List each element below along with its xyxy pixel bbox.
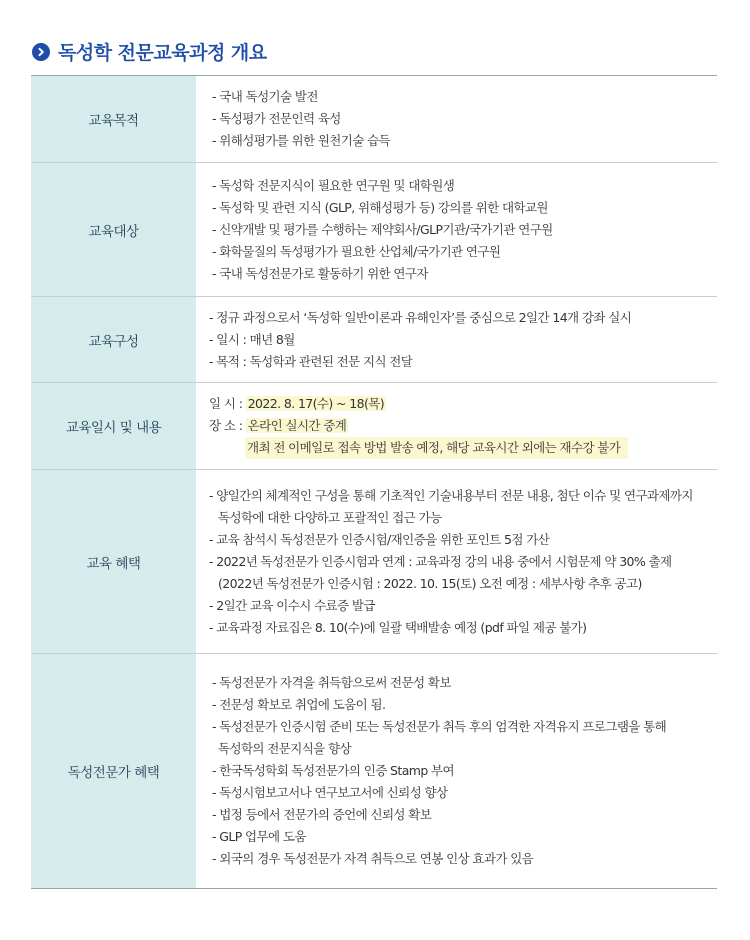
list-item: - 목적 : 독성학과 관련된 전문 지식 전달 bbox=[209, 353, 413, 369]
list-item: - 독성전문가 자격을 취득함으로써 전문성 확보 bbox=[212, 675, 451, 690]
row-composition bbox=[31, 297, 717, 383]
chevron-right-circle-icon bbox=[32, 43, 50, 61]
list-item: - 국내 독성전문가로 활동하기 위한 연구자 bbox=[212, 265, 428, 281]
list-item: (2022년 독성전문가 인증시험 : 2022. 10. 15(토) 오전 예정 : 세부사항 추후 공고) bbox=[218, 575, 642, 591]
page-title: 독성학 전문교육과정 개요 bbox=[58, 42, 267, 64]
list-item: - 2022년 독성전문가 인증시험과 연계 : 교육과정 강의 내용 중에서 시험문제 약 30% 출제 bbox=[209, 553, 672, 569]
list-item: - GLP 업무에 도움 bbox=[212, 829, 306, 844]
list-item: - 독성전문가 인증시험 준비 또는 독성전문가 취득 후의 엄격한 자격유지 프로그램을 통해 bbox=[212, 719, 667, 734]
row-purpose bbox=[31, 76, 717, 163]
list-item: - 독성평가 전문인력 육성 bbox=[212, 111, 341, 126]
list-item: - 화학물질의 독성평가가 필요한 산업체/국가기관 연구원 bbox=[212, 243, 501, 259]
overview-table bbox=[31, 75, 717, 889]
list-item: - 교육과정 자료집은 8. 10(수)에 일괄 택배발송 예정 (pdf 파일 제공 불가) bbox=[209, 619, 587, 635]
list-item: - 독성학 및 관련 지식 (GLP, 위해성평가 등) 강의를 위한 대학교원 bbox=[212, 199, 548, 215]
row-content bbox=[196, 654, 717, 888]
list-item: - 국내 독성기술 발전 bbox=[212, 89, 318, 104]
row-label: 교육일시 및 내용 bbox=[31, 383, 196, 469]
row-label: 교육구성 bbox=[31, 297, 196, 382]
list-item: - 독성시험보고서나 연구보고서에 신뢰성 향상 bbox=[212, 785, 448, 800]
list-item: - 정규 과정으로서 ‘독성학 일반이론과 유해인자’를 중심으로 2일간 14개 강좌 실시 bbox=[209, 309, 632, 325]
list-item: - 한국독성학회 독성전문가의 인증 Stamp 부여 bbox=[212, 763, 454, 778]
list-item: - 독성학 전문지식이 필요한 연구원 및 대학원생 bbox=[212, 177, 455, 193]
row-content bbox=[196, 383, 717, 469]
row-label: 교육 혜택 bbox=[31, 470, 196, 653]
section-heading bbox=[32, 38, 267, 65]
list-item: - 전문성 확보로 취업에 도움이 됨. bbox=[212, 697, 386, 712]
list-item: - 외국의 경우 독성전문가 자격 취득으로 연봉 인상 효과가 있음 bbox=[212, 851, 534, 866]
schedule-notice-line bbox=[209, 437, 717, 459]
place-prefix: 장 소 : bbox=[209, 418, 246, 433]
list-item: - 법정 등에서 전문가의 증언에 신뢰성 확보 bbox=[212, 807, 432, 822]
row-content bbox=[196, 470, 717, 653]
date-value: 2022. 8. 17(수) ~ 18(목) bbox=[247, 396, 385, 411]
row-content bbox=[196, 297, 717, 382]
place-value: 온라인 실시간 중계 bbox=[247, 418, 347, 433]
row-label: 교육대상 bbox=[31, 163, 196, 296]
list-item: - 2일간 교육 이수시 수료증 발급 bbox=[209, 597, 375, 613]
list-item: - 신약개발 및 평가를 수행하는 제약회사/GLP기관/국가기관 연구원 bbox=[212, 221, 553, 237]
list-item: - 양일간의 체계적인 구성을 통해 기초적인 기술내용부터 전문 내용, 첨단 이슈 및 연구과제까지 bbox=[209, 487, 693, 503]
list-item: - 일시 : 매년 8월 bbox=[209, 331, 295, 347]
row-label: 독성전문가 혜택 bbox=[31, 654, 196, 888]
schedule-notice: 개최 전 이메일로 접속 방법 발송 예정, 해당 교육시간 외에는 재수강 불가 bbox=[245, 437, 628, 459]
row-label: 교육목적 bbox=[31, 76, 196, 162]
list-item: 독성학에 대한 다양하고 포괄적인 접근 가능 bbox=[218, 509, 442, 525]
row-expert-benefits bbox=[31, 654, 717, 889]
row-schedule bbox=[31, 383, 717, 470]
row-target bbox=[31, 163, 717, 297]
row-content bbox=[196, 76, 717, 162]
list-item: 독성학의 전문지식을 향상 bbox=[218, 741, 351, 756]
row-content bbox=[196, 163, 717, 296]
schedule-date bbox=[209, 393, 717, 415]
schedule-place bbox=[209, 415, 717, 437]
date-prefix: 일 시 : bbox=[209, 396, 246, 411]
list-item: - 위해성평가를 위한 원천기술 습득 bbox=[212, 133, 391, 148]
row-benefits bbox=[31, 470, 717, 654]
list-item: - 교육 참석시 독성전문가 인증시험/재인증을 위한 포인트 5점 가산 bbox=[209, 531, 550, 547]
